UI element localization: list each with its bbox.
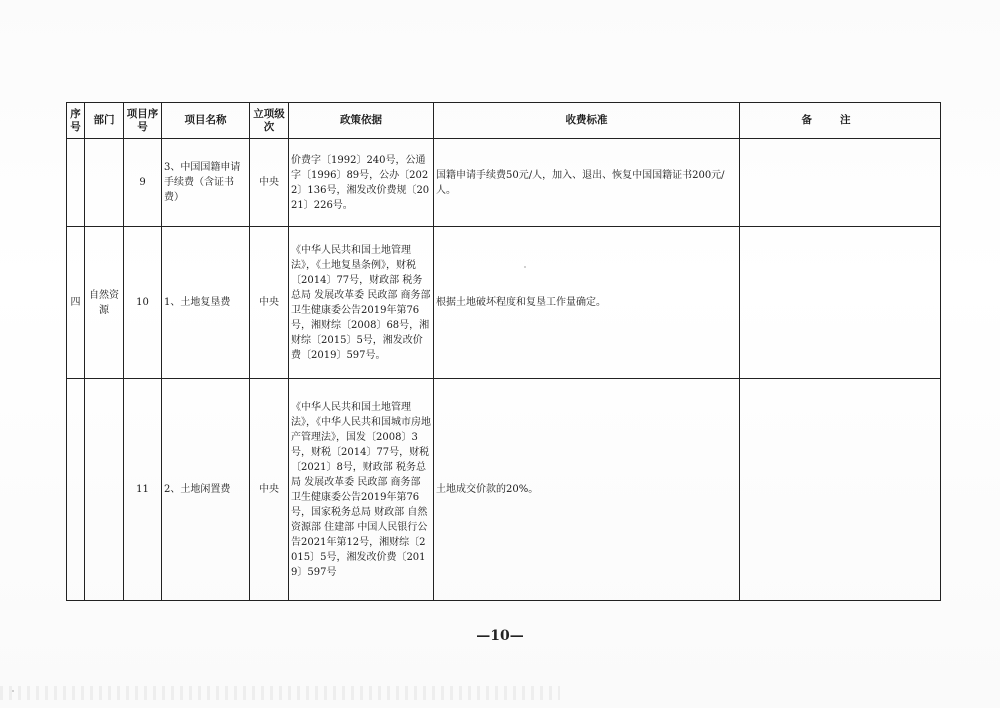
header-row bbox=[67, 103, 941, 139]
header-level: 立项级次 bbox=[250, 103, 289, 139]
cell-level: 中央 bbox=[250, 227, 289, 379]
scan-noise bbox=[0, 686, 560, 700]
cell-seq: 四 bbox=[67, 227, 85, 379]
cell-dept bbox=[85, 139, 124, 227]
cell-item-no: 11 bbox=[124, 379, 162, 601]
cell-remarks bbox=[740, 379, 941, 601]
cell-remarks bbox=[740, 139, 941, 227]
header-fee-standard: 收费标准 bbox=[434, 103, 740, 139]
cell-dept: 自然资源 bbox=[85, 227, 124, 379]
header-policy: 政策依据 bbox=[289, 103, 434, 139]
cell-item-no: 9 bbox=[124, 139, 162, 227]
cell-seq bbox=[67, 379, 85, 601]
header-seq: 序号 bbox=[67, 103, 85, 139]
cell-remarks bbox=[740, 227, 941, 379]
cell-item-name: 3、中国国籍申请手续费（含证书费） bbox=[162, 139, 250, 227]
table-row bbox=[67, 139, 941, 227]
scan-speck bbox=[12, 690, 14, 692]
cell-policy: 《中华人民共和国土地管理法》，《土地复垦条例》，财税〔2014〕77号，财政部 税务总局 发展改革委 民政部 商务部 卫生健康委公告2019年第76号，湘财综〔2008〕68号，湘财综〔2015〕5号，湘发改价费〔2019〕597号。 bbox=[289, 227, 434, 379]
cell-dept bbox=[85, 379, 124, 601]
cell-fee-standard: 国籍申请手续费50元/人，加入、退出、恢复中国国籍证书200元/人。 bbox=[434, 139, 740, 227]
cell-level: 中央 bbox=[250, 379, 289, 601]
table-row bbox=[67, 227, 941, 379]
header-dept: 部门 bbox=[85, 103, 124, 139]
header-item-name: 项目名称 bbox=[162, 103, 250, 139]
page-number: —10— bbox=[476, 628, 524, 644]
cell-policy: 价费字〔1992〕240号，公通字〔1996〕89号，公办〔2022〕136号，湘发改价费规〔2021〕226号。 bbox=[289, 139, 434, 227]
cell-fee-standard: 土地成交价款的20%。 bbox=[434, 379, 740, 601]
cell-item-no: 10 bbox=[124, 227, 162, 379]
fee-table bbox=[66, 102, 941, 601]
scan-speck bbox=[524, 266, 526, 268]
cell-item-name: 2、土地闲置费 bbox=[162, 379, 250, 601]
cell-item-name: 1、土地复垦费 bbox=[162, 227, 250, 379]
header-item-no: 项目序号 bbox=[124, 103, 162, 139]
header-remarks: 备注 bbox=[740, 103, 941, 139]
table-row bbox=[67, 379, 941, 601]
cell-policy: 《中华人民共和国土地管理法》，《中华人民共和国城市房地产管理法》，国发〔2008〕3号，财税〔2014〕77号，财税〔2021〕8号，财政部 税务总局 发展改革委 民政部 商务部 卫生健康委公告2019年第76号，国家税务总局 财政部 自然资源部 住建部 中国人民银行公告2021年第12号，湘财综〔2015〕5号，湘发改价费〔2019〕597号 bbox=[289, 379, 434, 601]
cell-fee-standard: 根据土地破坏程度和复垦工作量确定。 bbox=[434, 227, 740, 379]
cell-level: 中央 bbox=[250, 139, 289, 227]
cell-seq bbox=[67, 139, 85, 227]
